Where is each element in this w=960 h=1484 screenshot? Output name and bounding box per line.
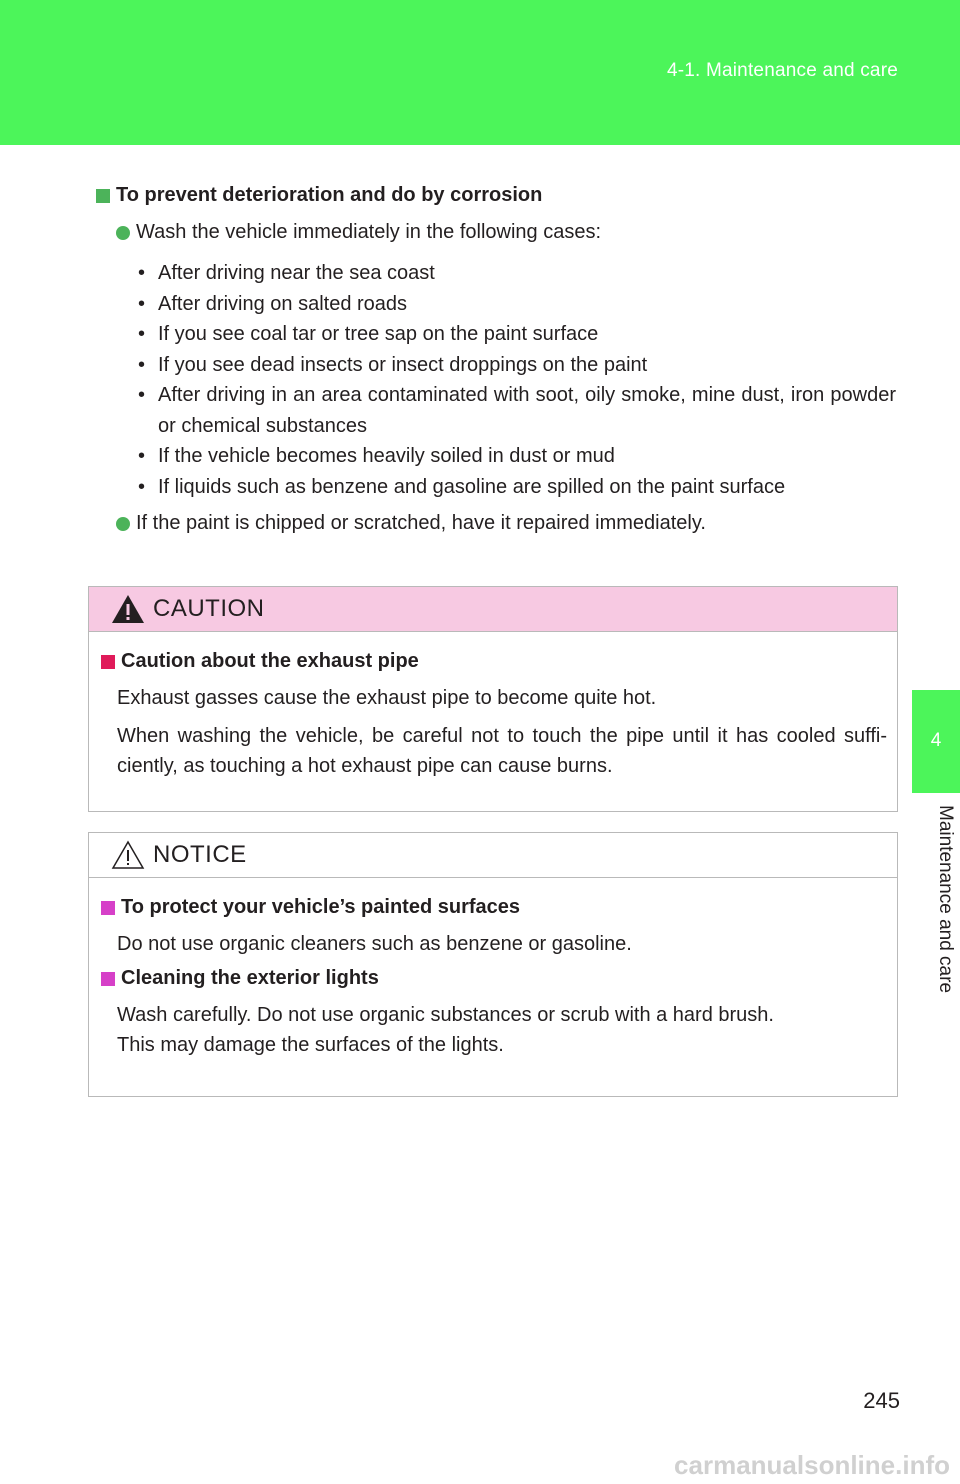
square-bullet-icon [101,972,115,986]
chapter-tab[interactable] [912,690,960,793]
bullet-text: Wash the vehicle immediately in the following cases: [136,221,602,243]
square-bullet-icon [101,901,115,915]
list-item: • After driving near the sea coast [132,258,896,289]
notice-box [88,832,898,1097]
notice-header [89,833,897,878]
square-bullet-icon [101,655,115,669]
notice-paragraph: This may damage the surfaces of the lights. [117,1034,504,1056]
list-item: • If liquids such as benzene and gasoline are spilled on the paint surface [132,472,896,503]
notice-heading: To protect your vehicle’s painted surfaces [101,896,897,919]
circle-bullet-icon [116,226,130,240]
list-item: • If you see dead insects or insect droppings on the paint [132,350,896,381]
notice-triangle-icon [111,840,145,870]
list-item: • After driving in an area contaminated with soot, oily smoke, mine dust, iron powder or chemical substances [132,380,896,441]
caution-box [88,586,898,812]
dot-bullet-icon: • [138,323,146,345]
notice-paragraph: Do not use organic cleaners such as benzene or gasoline. [117,933,632,955]
watermark: carmanualsonline.info [674,1450,950,1480]
warning-triangle-icon [111,594,145,624]
caution-paragraph: When washing the vehicle, be careful not to touch the pipe until it has cooled suffi-ciently, as touching a hot exhaust pipe can cause burns. [117,725,887,777]
main-section [96,184,896,549]
bullet-item [96,512,896,535]
dot-bullet-icon: • [138,475,146,498]
list-item: • After driving on salted roads [132,289,896,320]
header-band [0,0,960,145]
caution-body [89,632,897,781]
bullet-text: If the paint is chipped or scratched, have it repaired immediately. [136,512,706,534]
chapter-number: 4 [930,730,942,751]
square-bullet-icon [96,189,110,203]
cases-list [96,258,896,502]
caution-heading: Caution about the exhaust pipe [101,650,897,673]
caution-header [89,587,897,632]
caution-label: CAUTION [153,595,265,622]
dot-bullet-icon: • [138,384,146,406]
dot-bullet-icon: • [138,445,146,467]
notice-paragraph: Wash carefully. Do not use organic substances or scrub with a hard brush. [117,1004,774,1026]
list-item: • If you see coal tar or tree sap on the paint surface [132,319,896,350]
section-heading-text: To prevent deterioration and do by corrosion [116,184,543,206]
list-item: • If the vehicle becomes heavily soiled in dust or mud [132,441,896,472]
page-number: 245 [863,1388,900,1413]
section-title: 4-1. Maintenance and care [666,60,898,81]
caution-paragraph: Exhaust gasses cause the exhaust pipe to become quite hot. [117,687,657,709]
notice-body [89,878,897,1060]
circle-bullet-icon [116,517,130,531]
dot-bullet-icon: • [138,292,146,315]
section-heading [96,184,896,207]
dot-bullet-icon: • [138,353,146,376]
chapter-label: Maintenance and care [935,805,956,994]
notice-label: NOTICE [153,841,247,868]
bullet-item [96,221,896,244]
dot-bullet-icon: • [138,262,146,284]
notice-heading: Cleaning the exterior lights [101,967,897,990]
